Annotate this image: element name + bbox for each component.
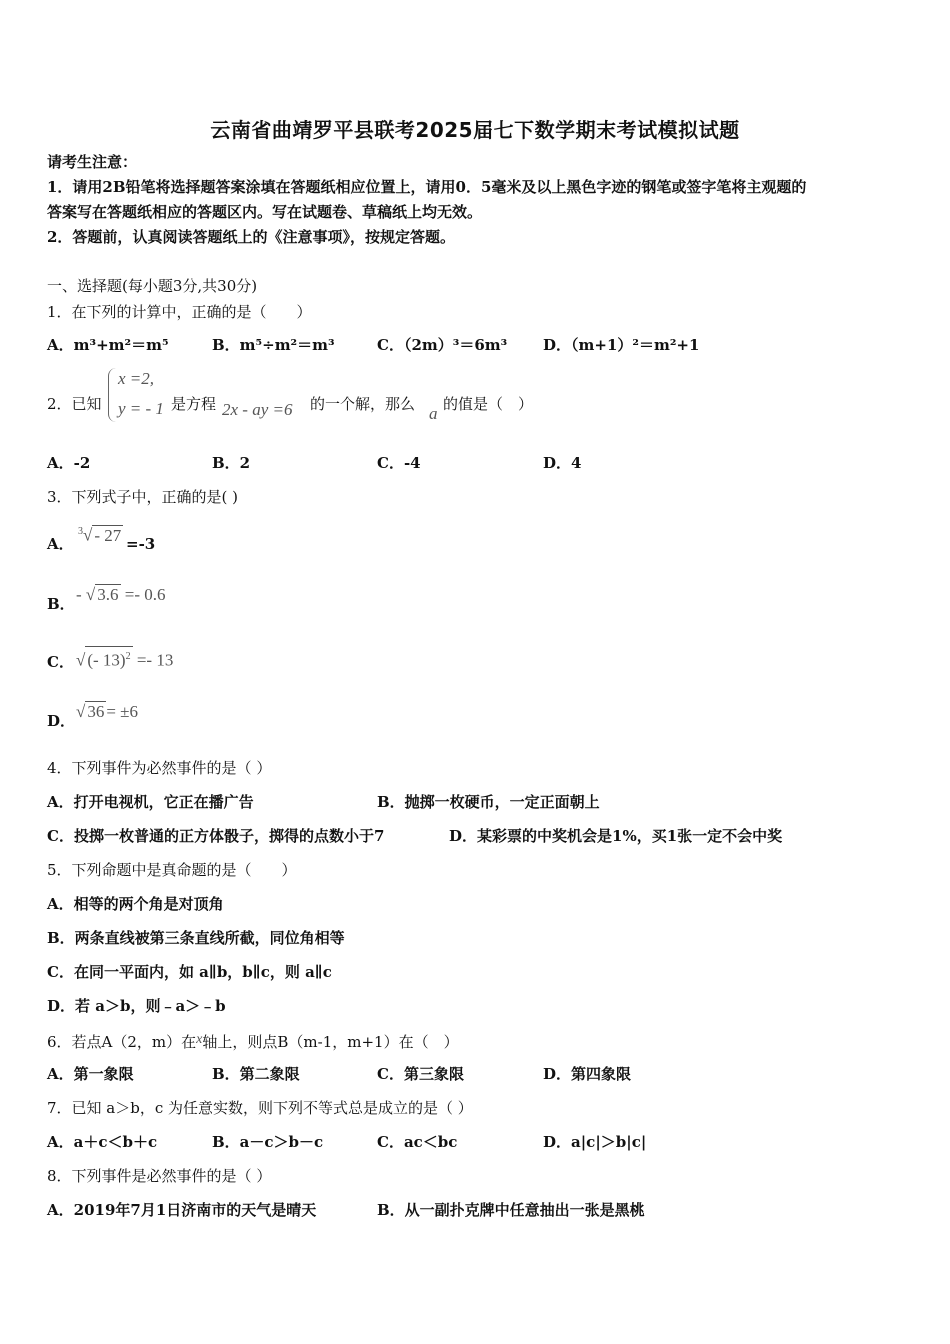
q2-text-end: 的值是（ ）	[443, 395, 534, 413]
q2-system-line-2: y = - 1	[118, 399, 164, 418]
q5-stem: 5．下列命题中是真命题的是（ ）	[47, 861, 297, 879]
q4-option-d: D．某彩票的中奖机会是1%，买1张一定不会中奖	[449, 827, 783, 845]
q4-option-b: B．抛掷一枚硬币，一定正面朝上	[377, 793, 600, 811]
notice-line-3: 2．答题前，认真阅读答题纸上的《注意事项》，按规定答题。	[47, 228, 455, 246]
section-heading: 一、选择题(每小题3分,共30分)	[47, 277, 258, 295]
q5-option-b: B．两条直线被第三条直线所截，同位角相等	[47, 929, 345, 947]
q5-option-c: C．在同一平面内，如 a∥b，b∥c，则 a∥c	[47, 963, 332, 981]
q1-stem: 1．在下列的计算中，正确的是（ ）	[47, 303, 312, 321]
minus-sign: -	[76, 585, 82, 604]
q4-option-c: C．投掷一枚普通的正方体骰子，掷得的点数小于7	[47, 827, 385, 845]
q3-option-c-label: C．	[47, 653, 74, 671]
radicand-base: (- 13)	[87, 650, 126, 670]
q2-option-d: D．4	[543, 454, 582, 472]
q3-option-d-expression: √ 36 = ±6	[76, 702, 139, 721]
q3-option-c-expression: √ (- 13)$^2$ =- 13	[76, 646, 173, 671]
q2-option-b: B．2	[212, 454, 251, 472]
q6-option-b: B．第二象限	[212, 1065, 300, 1083]
page-title: 云南省曲靖罗平县联考2025届七下数学期末考试模拟试题	[210, 118, 740, 142]
q1-option-c: C．（2m）³＝6m³	[377, 336, 508, 354]
q2-variable: a	[429, 404, 438, 423]
q6-option-a: A．第一象限	[47, 1065, 134, 1083]
q7-option-d: D．a|c|＞b|c|	[543, 1133, 647, 1151]
equation-system-brace	[108, 368, 117, 422]
q3-option-a-label: A．	[47, 535, 74, 553]
q6-option-d: D．第四象限	[543, 1065, 632, 1083]
q8-option-a: A．2019年7月1日济南市的天气是晴天	[47, 1201, 317, 1219]
radicand: 3.6	[97, 585, 119, 604]
q3-stem: 3．下列式子中，正确的是( )	[47, 488, 239, 506]
q1-option-b: B．m⁵÷m²＝m³	[212, 336, 335, 354]
q7-option-a: A．a＋c＜b＋c	[47, 1133, 158, 1151]
radicand: 36	[87, 702, 105, 721]
q2-system-line-1: x =2,	[118, 369, 155, 388]
q8-stem: 8．下列事件是必然事件的是（ ）	[47, 1167, 272, 1185]
q3-option-a-result: =-3	[126, 535, 156, 553]
q7-stem: 7．已知 a＞b，c 为任意实数，则下列不等式总是成立的是（ ）	[47, 1099, 473, 1117]
q4-option-a: A．打开电视机，它正在播广告	[47, 793, 254, 811]
expression-result: =- 13	[136, 650, 174, 670]
q3-option-b-expression: - √ 3.6 =- 0.6	[76, 585, 166, 604]
q3-option-d-label: D．	[47, 712, 76, 730]
q2-number: 2．已知	[47, 395, 102, 413]
notice-line-2: 答案写在答题纸相应的答题区内。写在试题卷、草稿纸上均无效。	[47, 203, 483, 221]
expression-result: = ±6	[106, 702, 139, 721]
q2-option-a: A．-2	[47, 454, 91, 472]
q1-option-d: D．（m+1）²＝m²+1	[543, 336, 700, 354]
radicand: - 27	[94, 525, 122, 545]
root-index: 3	[78, 526, 83, 537]
q6-option-c: C．第三象限	[377, 1065, 464, 1083]
radicand	[85, 646, 132, 671]
q6-stem	[47, 1030, 459, 1052]
q7-option-b: B．a－c＞b－c	[212, 1133, 324, 1151]
q2-option-c: C．-4	[377, 454, 421, 472]
q3-option-a-expression: $^3$√ - 27	[78, 525, 122, 545]
q5-option-d: D．若 a＞b，则﹣a＞﹣b	[47, 997, 226, 1015]
q6-stem-variable: x	[196, 1032, 203, 1047]
q5-option-a: A．相等的两个角是对顶角	[47, 895, 224, 913]
q2-equation: 2x - ay =6	[222, 400, 293, 419]
q4-stem: 4．下列事件为必然事件的是（ ）	[47, 759, 272, 777]
q6-stem-pre: 6．若点A（2，m）在	[47, 1033, 197, 1051]
q7-option-c: C．ac＜bc	[377, 1133, 458, 1151]
expression-result: =- 0.6	[124, 585, 166, 604]
q2-text-after: 的一个解，那么	[310, 395, 416, 413]
notice-line-1: 1．请用2B铅笔将选择题答案涂填在答题纸相应位置上，请用0．5毫米及以上黑色字迹的钢笔或签字笔将主观题的	[47, 178, 807, 196]
q6-stem-post: 轴上，则点B（m-1，m+1）在（ ）	[202, 1033, 459, 1051]
q1-option-a: A．m³+m²＝m⁵	[47, 336, 169, 354]
q8-option-b: B．从一副扑克牌中任意抽出一张是黑桃	[377, 1201, 645, 1219]
q3-option-b-label: B．	[47, 595, 75, 613]
exponent: 2	[125, 651, 131, 662]
notice-heading: 请考生注意：	[47, 153, 138, 171]
q2-text-mid: 是方程	[171, 395, 217, 413]
